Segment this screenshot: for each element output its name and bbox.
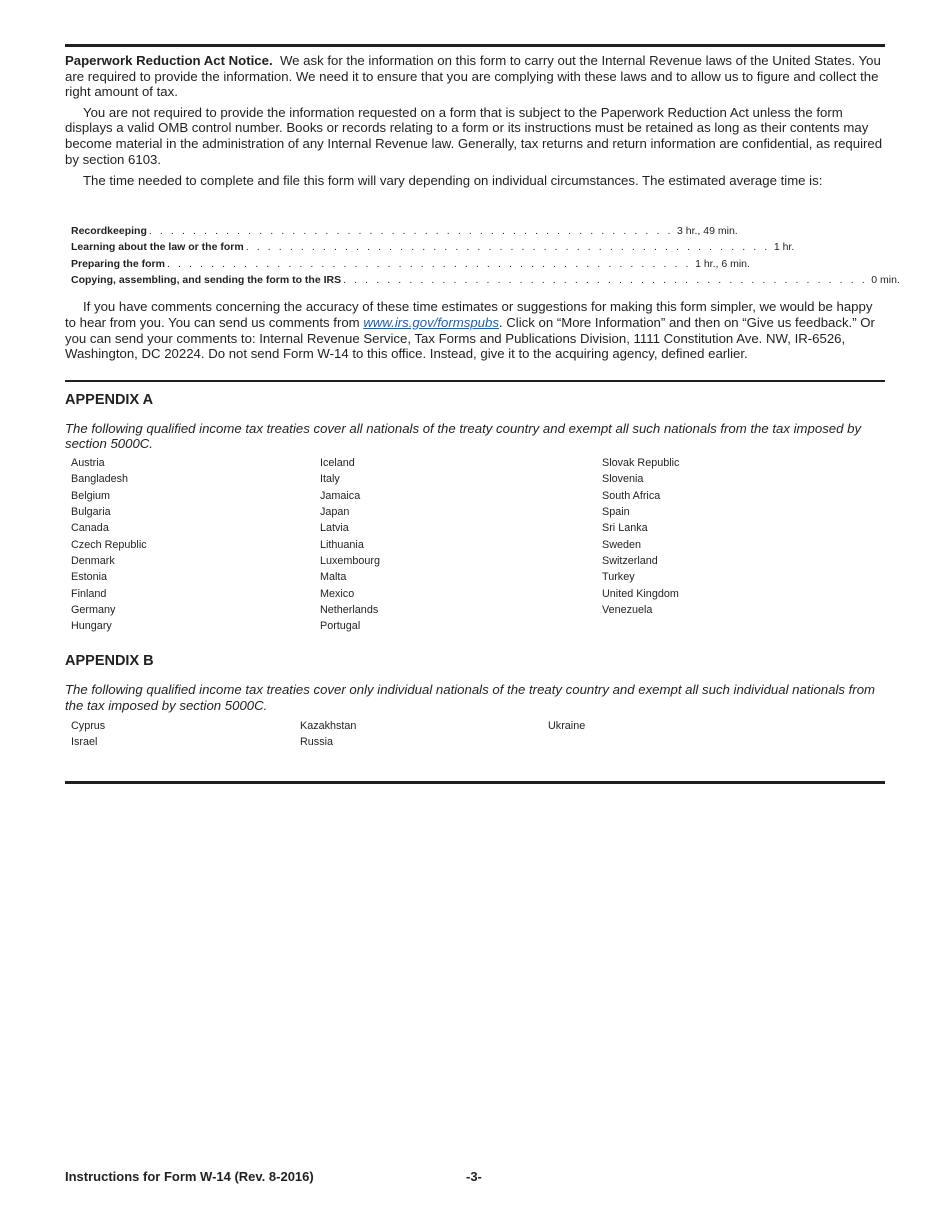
time-row-recordkeeping: Recordkeeping . . . . . . . . . . . . . . . . . . . . . . . . . . . . . . . . . . . . . . . . . . . . . . . . 3 hr., 49 min. — [71, 223, 561, 239]
appendix-b-column-3 — [548, 718, 585, 734]
country-item: Slovak Republic — [602, 456, 680, 469]
country-item: Luxembourg — [320, 555, 381, 567]
country-item: Switzerland — [602, 555, 658, 567]
country-item: Italy — [320, 473, 340, 486]
country-item: Turkey — [602, 571, 635, 584]
time-label: Copying, assembling, and sending the form to the IRS — [71, 273, 342, 286]
time-label: Preparing the form — [71, 257, 165, 270]
time-value: 0 min. — [871, 273, 900, 286]
top-rule — [65, 44, 885, 47]
country-item: Venezuela — [602, 604, 653, 617]
notice-text-1: We ask for the information on this form to carry out the Internal Revenue laws of the United States. You are required to provide the information. We need it to ensure that you are complying with these laws and to allow us to figure and collect the right amount of tax. — [65, 53, 881, 100]
time-label: Recordkeeping — [71, 224, 147, 237]
country-item: Austria — [71, 456, 105, 469]
appendix-a-column-1 — [71, 455, 147, 635]
country-item: Ukraine — [548, 720, 586, 733]
country-item: Iceland — [320, 456, 355, 469]
irs-formspubs-link[interactable]: www.irs.gov/formspubs — [363, 314, 499, 330]
appendix-b-column-2 — [300, 718, 356, 751]
country-item: United Kingdom — [602, 587, 679, 600]
appendix-a-intro: The following qualified income tax treaties cover all nationals of the treaty country and exempt all such nationals from the tax imposed by section 5000C. — [65, 420, 862, 452]
appendix-a-column-2 — [320, 455, 380, 635]
appendix-a-title: APPENDIX A — [65, 391, 154, 408]
page-content — [65, 44, 900, 784]
notice-paragraph-3: The time needed to complete and file this form will vary depending on individual circumstances. The estimated average time is: — [83, 173, 823, 189]
country-item: Slovenia — [602, 473, 644, 486]
country-item: Japan — [320, 505, 350, 518]
appendix-b-intro: The following qualified income tax treaties cover only individual nationals of the treaty country and exempt all such individual nationals from the tax imposed by section 5000C. — [65, 681, 876, 713]
section-rule — [65, 380, 885, 382]
country-item: Sri Lanka — [602, 522, 648, 535]
country-item: Bulgaria — [71, 505, 111, 518]
time-row-learning: Learning about the law or the form . . . . . . . . . . . . . . . . . . . . . . . . . . . . . . . . . . . . . . . . . . . . . . . . 1 hr. — [71, 239, 561, 255]
notice-paragraph-2: You are not required to provide the information requested on a form that is subject to the Paperwork Reduction Act unless the form displays a valid OMB control number. Books or records relating to a form or its instructions must be retained as long as their contents may become material in the administration of any Internal Revenue law. Generally, tax returns and return information are confidential, as required by section 6103. — [65, 104, 883, 167]
time-row-copying: Copying, assembling, and sending the form to the IRS . . . . . . . . . . . . . . . . . . . . . . . . . . . . . . . . . . . . . . . . . . . . . . . . 0 min. — [71, 272, 561, 288]
country-item: Denmark — [71, 555, 115, 567]
notice-heading: Paperwork Reduction Act Notice. — [65, 53, 273, 68]
appendix-b-country-list — [65, 718, 885, 752]
bottom-rule — [65, 781, 885, 784]
country-item: Spain — [602, 505, 630, 518]
notice-paragraph-1 — [65, 53, 885, 100]
country-item: Jamaica — [320, 489, 361, 502]
country-item: Cyprus — [71, 720, 106, 733]
country-item: Kazakhstan — [300, 720, 357, 733]
country-item: Finland — [71, 587, 107, 600]
appendix-b-column-1 — [71, 718, 105, 751]
country-item: Latvia — [320, 522, 349, 535]
appendix-a-column-3 — [602, 455, 679, 618]
country-item: Canada — [71, 522, 109, 535]
country-item: Russia — [300, 736, 334, 749]
country-item: Belgium — [71, 489, 111, 502]
country-item: Sweden — [602, 538, 642, 551]
time-value: 1 hr. — [773, 241, 795, 254]
time-value: 3 hr., 49 min. — [677, 224, 738, 237]
time-label: Learning about the law or the form — [71, 241, 244, 254]
country-item: Hungary — [71, 620, 112, 633]
notice-paragraph-4: If you have comments concerning the accuracy of these time estimates or suggestions for making this form simpler, we would be happy to hear from you. You can send us comments from www.irs.gov/formspubs. Click on “More Information” and then on “Give us feedback.” Or you can send your comments to: Internal Revenue Service, Tax Forms and Publications Division, 1111 Constitution Ave. NW, IR-6526, Washington, DC 20224. Do not send Form W-14 to this office. Instead, give it to the acquiring agency, defined earlier. — [65, 299, 875, 362]
country-item: Portugal — [320, 620, 361, 633]
country-item: Czech Republic — [71, 538, 147, 551]
time-estimates-table — [71, 223, 900, 289]
country-item: South Africa — [602, 489, 661, 502]
time-value: 1 hr., 6 min. — [695, 257, 750, 270]
country-item: Estonia — [71, 571, 108, 584]
footer-page-number: -3- — [466, 1169, 482, 1184]
country-item: Mexico — [320, 587, 355, 600]
appendix-b-title: APPENDIX B — [65, 652, 154, 669]
appendix-a-country-list — [65, 455, 885, 637]
country-item: Bangladesh — [71, 473, 129, 486]
footer-form-title: Instructions for Form W-14 (Rev. 8-2016) — [65, 1169, 314, 1184]
country-item: Israel — [71, 736, 98, 749]
country-item: Netherlands — [320, 604, 379, 617]
country-item: Germany — [71, 604, 116, 617]
time-row-preparing: Preparing the form . . . . . . . . . . . . . . . . . . . . . . . . . . . . . . . . . . . . . . . . . . . . . . . . 1 hr., 6 min. — [71, 256, 561, 272]
country-item: Lithuania — [320, 538, 364, 551]
country-item: Malta — [320, 571, 347, 584]
